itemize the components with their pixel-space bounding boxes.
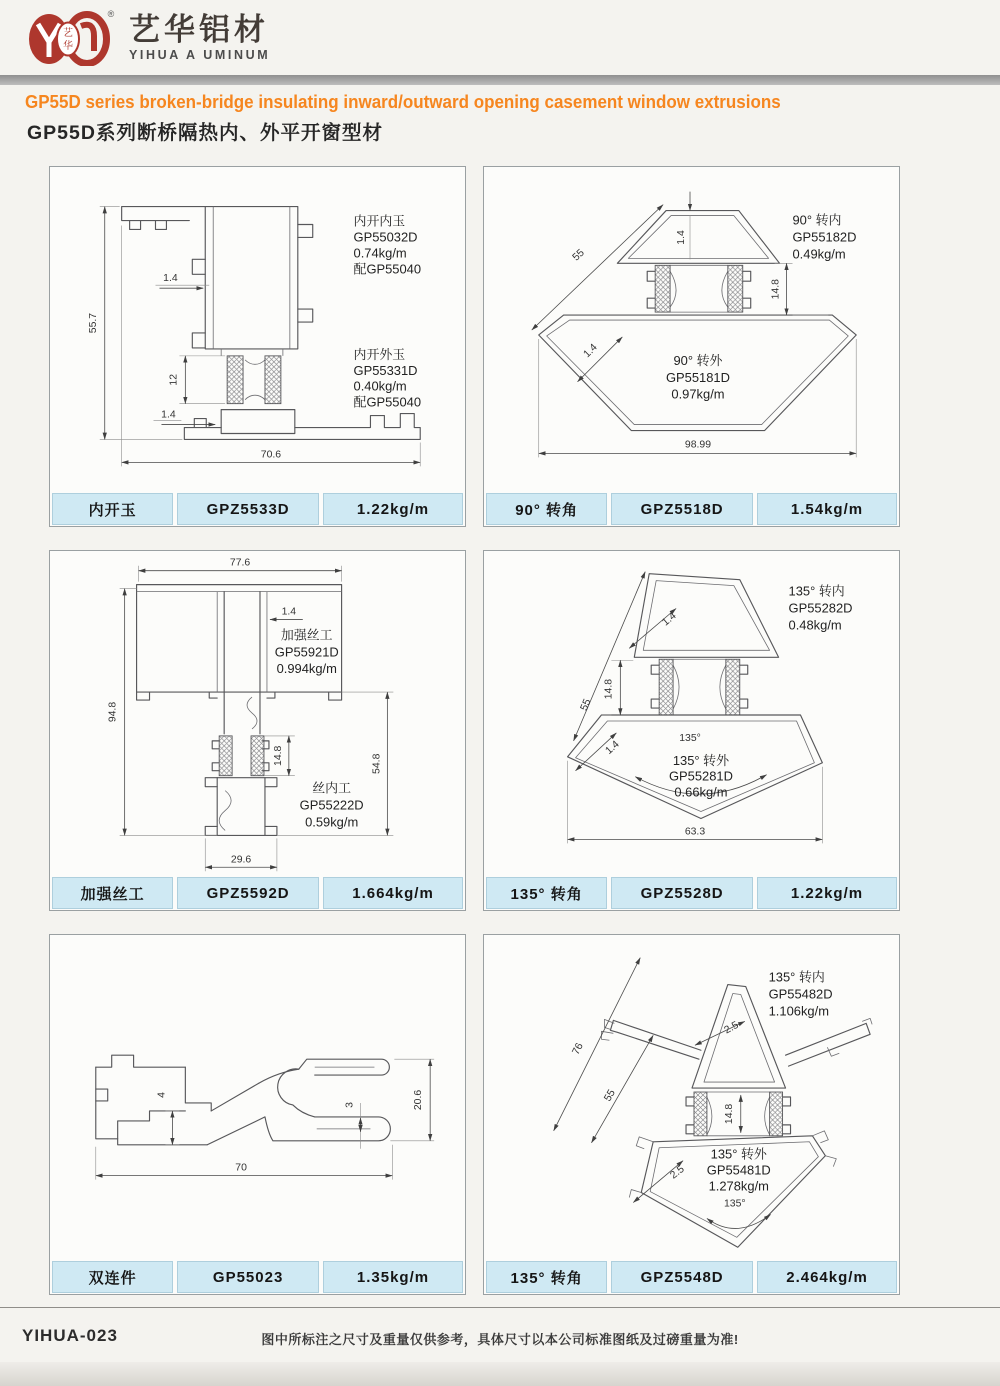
strip-code: GPZ5533D bbox=[177, 493, 319, 525]
spec-strip bbox=[50, 1261, 465, 1294]
dim-wall-label: 1.4 bbox=[281, 606, 297, 618]
brand-name-en: YIHUA A UMINUM bbox=[129, 47, 271, 62]
profile-label: 丝内工 bbox=[312, 780, 352, 796]
profile-label: GP55331D bbox=[353, 362, 418, 378]
dim-wall-label: 4 bbox=[156, 1092, 168, 1098]
drawing-connector bbox=[50, 935, 465, 1261]
dim-angle-label: 135° bbox=[723, 1198, 746, 1210]
panel-jiaqiang bbox=[49, 550, 466, 911]
profile-label: 135° 转内 bbox=[768, 969, 825, 985]
strip-name: 双连件 bbox=[52, 1261, 173, 1293]
drawing-neikaiyu bbox=[50, 167, 465, 493]
profile-label: 0.59kg/m bbox=[305, 814, 359, 830]
drawing-135-corner-large bbox=[484, 935, 899, 1261]
strip-code: GPZ5528D bbox=[611, 877, 753, 909]
dim-break-label: 14.8 bbox=[770, 279, 782, 300]
dim-side2-label: 55 bbox=[602, 1087, 618, 1104]
profile-label: 0.40kg/m bbox=[353, 378, 407, 394]
strip-code: GP55023 bbox=[177, 1261, 319, 1293]
dim-height2-label: 54.8 bbox=[371, 753, 383, 774]
dim-break-label: 14.8 bbox=[272, 745, 284, 766]
profile-label: 1.106kg/m bbox=[768, 1003, 829, 1019]
profile-labels bbox=[666, 213, 856, 402]
profile-label: 135° 转内 bbox=[788, 583, 845, 599]
dim-width-label: 70.6 bbox=[260, 449, 282, 461]
profile-label: 加强丝工 bbox=[280, 627, 333, 643]
strip-weight: 1.664kg/m bbox=[323, 877, 463, 909]
dim-side-label: 55 bbox=[578, 697, 594, 713]
profile-label: GP55222D bbox=[299, 797, 364, 813]
dim-width-label: 63.3 bbox=[684, 826, 706, 838]
profile-labels bbox=[272, 627, 364, 830]
strip-code: GPZ5548D bbox=[611, 1261, 753, 1293]
strip-weight: 1.35kg/m bbox=[323, 1261, 463, 1293]
profile-label: 0.97kg/m bbox=[671, 386, 725, 402]
dim-break-label: 14.8 bbox=[603, 678, 615, 700]
brand-text bbox=[129, 8, 270, 62]
profile-label: GP55281D bbox=[668, 768, 733, 784]
drawing-135-corner bbox=[484, 551, 899, 877]
panel-135-corner-large bbox=[483, 934, 900, 1295]
dim-angle-label: 135° bbox=[679, 732, 701, 744]
dim-wall-label: 1.4 bbox=[163, 273, 178, 285]
dim-botwidth-label: 29.6 bbox=[230, 854, 252, 866]
profile-label: GP55921D bbox=[274, 644, 339, 660]
footer-divider bbox=[0, 1307, 1000, 1308]
panel-90-corner bbox=[483, 166, 900, 527]
profile-label: 135° 转外 bbox=[672, 752, 730, 768]
profile-labels bbox=[707, 970, 833, 1194]
header bbox=[0, 0, 1000, 68]
thermal-break-hatch bbox=[219, 736, 264, 776]
profile-labels bbox=[354, 214, 422, 410]
dim-mid-label: 12 bbox=[168, 373, 180, 386]
strip-name: 135° 转角 bbox=[486, 877, 607, 909]
thermal-break-hatch bbox=[655, 265, 743, 312]
strip-weight: 1.22kg/m bbox=[757, 877, 897, 909]
dim-wall2-label: 1.4 bbox=[161, 409, 176, 421]
dimension-lines bbox=[568, 572, 823, 844]
strip-name: 135° 转角 bbox=[486, 1261, 607, 1293]
panel-connector bbox=[49, 934, 466, 1295]
dim-wall-label: 1.4 bbox=[676, 230, 688, 245]
profile-label: 90° 转内 bbox=[792, 212, 842, 228]
profile-label: 配GP55040 bbox=[353, 261, 422, 277]
panel-neikaiyu bbox=[49, 166, 466, 527]
drawing-90-corner bbox=[484, 167, 899, 493]
dim-height-label: 94.8 bbox=[107, 701, 119, 723]
spec-strip bbox=[50, 877, 465, 910]
brand-name-cn: 艺华铝材 bbox=[129, 12, 269, 47]
dim-wall2-label: 1.4 bbox=[603, 739, 622, 757]
divider-bar bbox=[0, 75, 1000, 85]
dim-wall2-label: 1.4 bbox=[581, 342, 600, 361]
page-code: YIHUA-023 bbox=[22, 1326, 118, 1345]
strip-code: GPZ5518D bbox=[611, 493, 753, 525]
dim-break-label: 14.8 bbox=[723, 1103, 735, 1125]
strip-name: 加强丝工 bbox=[52, 877, 173, 909]
profile-label: 90° 转外 bbox=[673, 352, 723, 368]
spec-strip bbox=[484, 493, 899, 526]
profile-label: 0.66kg/m bbox=[674, 784, 728, 800]
page-title-cn: GP55D系列断桥隔热内、外平开窗型材 bbox=[27, 122, 383, 144]
profile-label: 0.49kg/m bbox=[792, 246, 846, 262]
brand-logo-icon bbox=[25, 8, 117, 66]
profile-labels bbox=[669, 584, 852, 800]
logo-h-glyph bbox=[81, 25, 94, 51]
profile-label: GP55181D bbox=[666, 369, 730, 385]
profile-label: GP55032D bbox=[353, 229, 418, 245]
thermal-break-hatch bbox=[694, 1092, 783, 1136]
strip-code: GPZ5592D bbox=[177, 877, 319, 909]
disclaimer-text: 图中所标注之尺寸及重量仅供参考，具体尺寸以本公司标准图纸及过磅重量为准! bbox=[261, 1332, 739, 1347]
profile-label: GP55182D bbox=[792, 229, 857, 245]
profile-label: 1.278kg/m bbox=[708, 1178, 769, 1194]
profile-label: 0.48kg/m bbox=[788, 617, 842, 633]
strip-weight: 1.54kg/m bbox=[757, 493, 897, 525]
page-title-en: GP55D series broken-bridge insulating inward/outward opening casement window extrusions bbox=[25, 92, 781, 113]
logo-seal-char-bottom: 华 bbox=[63, 41, 73, 52]
profile-outline bbox=[96, 1055, 391, 1145]
dim-height-label: 20.6 bbox=[413, 1089, 425, 1111]
logo-seal-char-top: 艺 bbox=[63, 28, 73, 39]
dim-width-label: 98.99 bbox=[684, 439, 712, 451]
profile-label: GP55482D bbox=[768, 986, 833, 1002]
profile-panels-grid bbox=[49, 166, 901, 1295]
profile-label: GP55282D bbox=[788, 600, 853, 616]
thermal-break-hatch bbox=[659, 659, 740, 715]
spec-strip bbox=[50, 493, 465, 526]
profile-label: 内开外玉 bbox=[353, 346, 406, 362]
dim-wall-label: 1.4 bbox=[660, 610, 679, 629]
registered-mark: ® bbox=[107, 9, 115, 19]
strip-weight: 1.22kg/m bbox=[323, 493, 463, 525]
dim-wall2-label: 3 bbox=[344, 1102, 356, 1108]
dim-wall-label: 2.5 bbox=[722, 1019, 741, 1037]
strip-name: 内开玉 bbox=[52, 493, 173, 525]
strip-weight: 2.464kg/m bbox=[757, 1261, 897, 1293]
profile-label: 0.994kg/m bbox=[276, 661, 337, 677]
spec-strip bbox=[484, 1261, 899, 1294]
dim-width-label: 70 bbox=[235, 1162, 247, 1174]
dim-side-label: 55 bbox=[570, 247, 587, 264]
profile-label: 135° 转外 bbox=[710, 1146, 767, 1162]
profile-label: 配GP55040 bbox=[353, 394, 422, 410]
dim-side1-label: 76 bbox=[570, 1041, 586, 1057]
thermal-break-hatch bbox=[227, 356, 281, 404]
profile-label: GP55481D bbox=[706, 1162, 771, 1178]
page-bottom-band bbox=[0, 1362, 1000, 1386]
panel-135-corner bbox=[483, 550, 900, 911]
drawing-jiaqiang bbox=[50, 551, 465, 877]
profile-label: 内开内玉 bbox=[353, 213, 406, 229]
spec-strip bbox=[484, 877, 899, 910]
dim-height-label: 55.7 bbox=[87, 312, 99, 334]
profile-label: 0.74kg/m bbox=[353, 245, 407, 261]
dim-wall2-label: 2.5 bbox=[668, 1163, 687, 1182]
strip-name: 90° 转角 bbox=[486, 493, 607, 525]
dim-topwidth-label: 77.6 bbox=[229, 557, 251, 569]
